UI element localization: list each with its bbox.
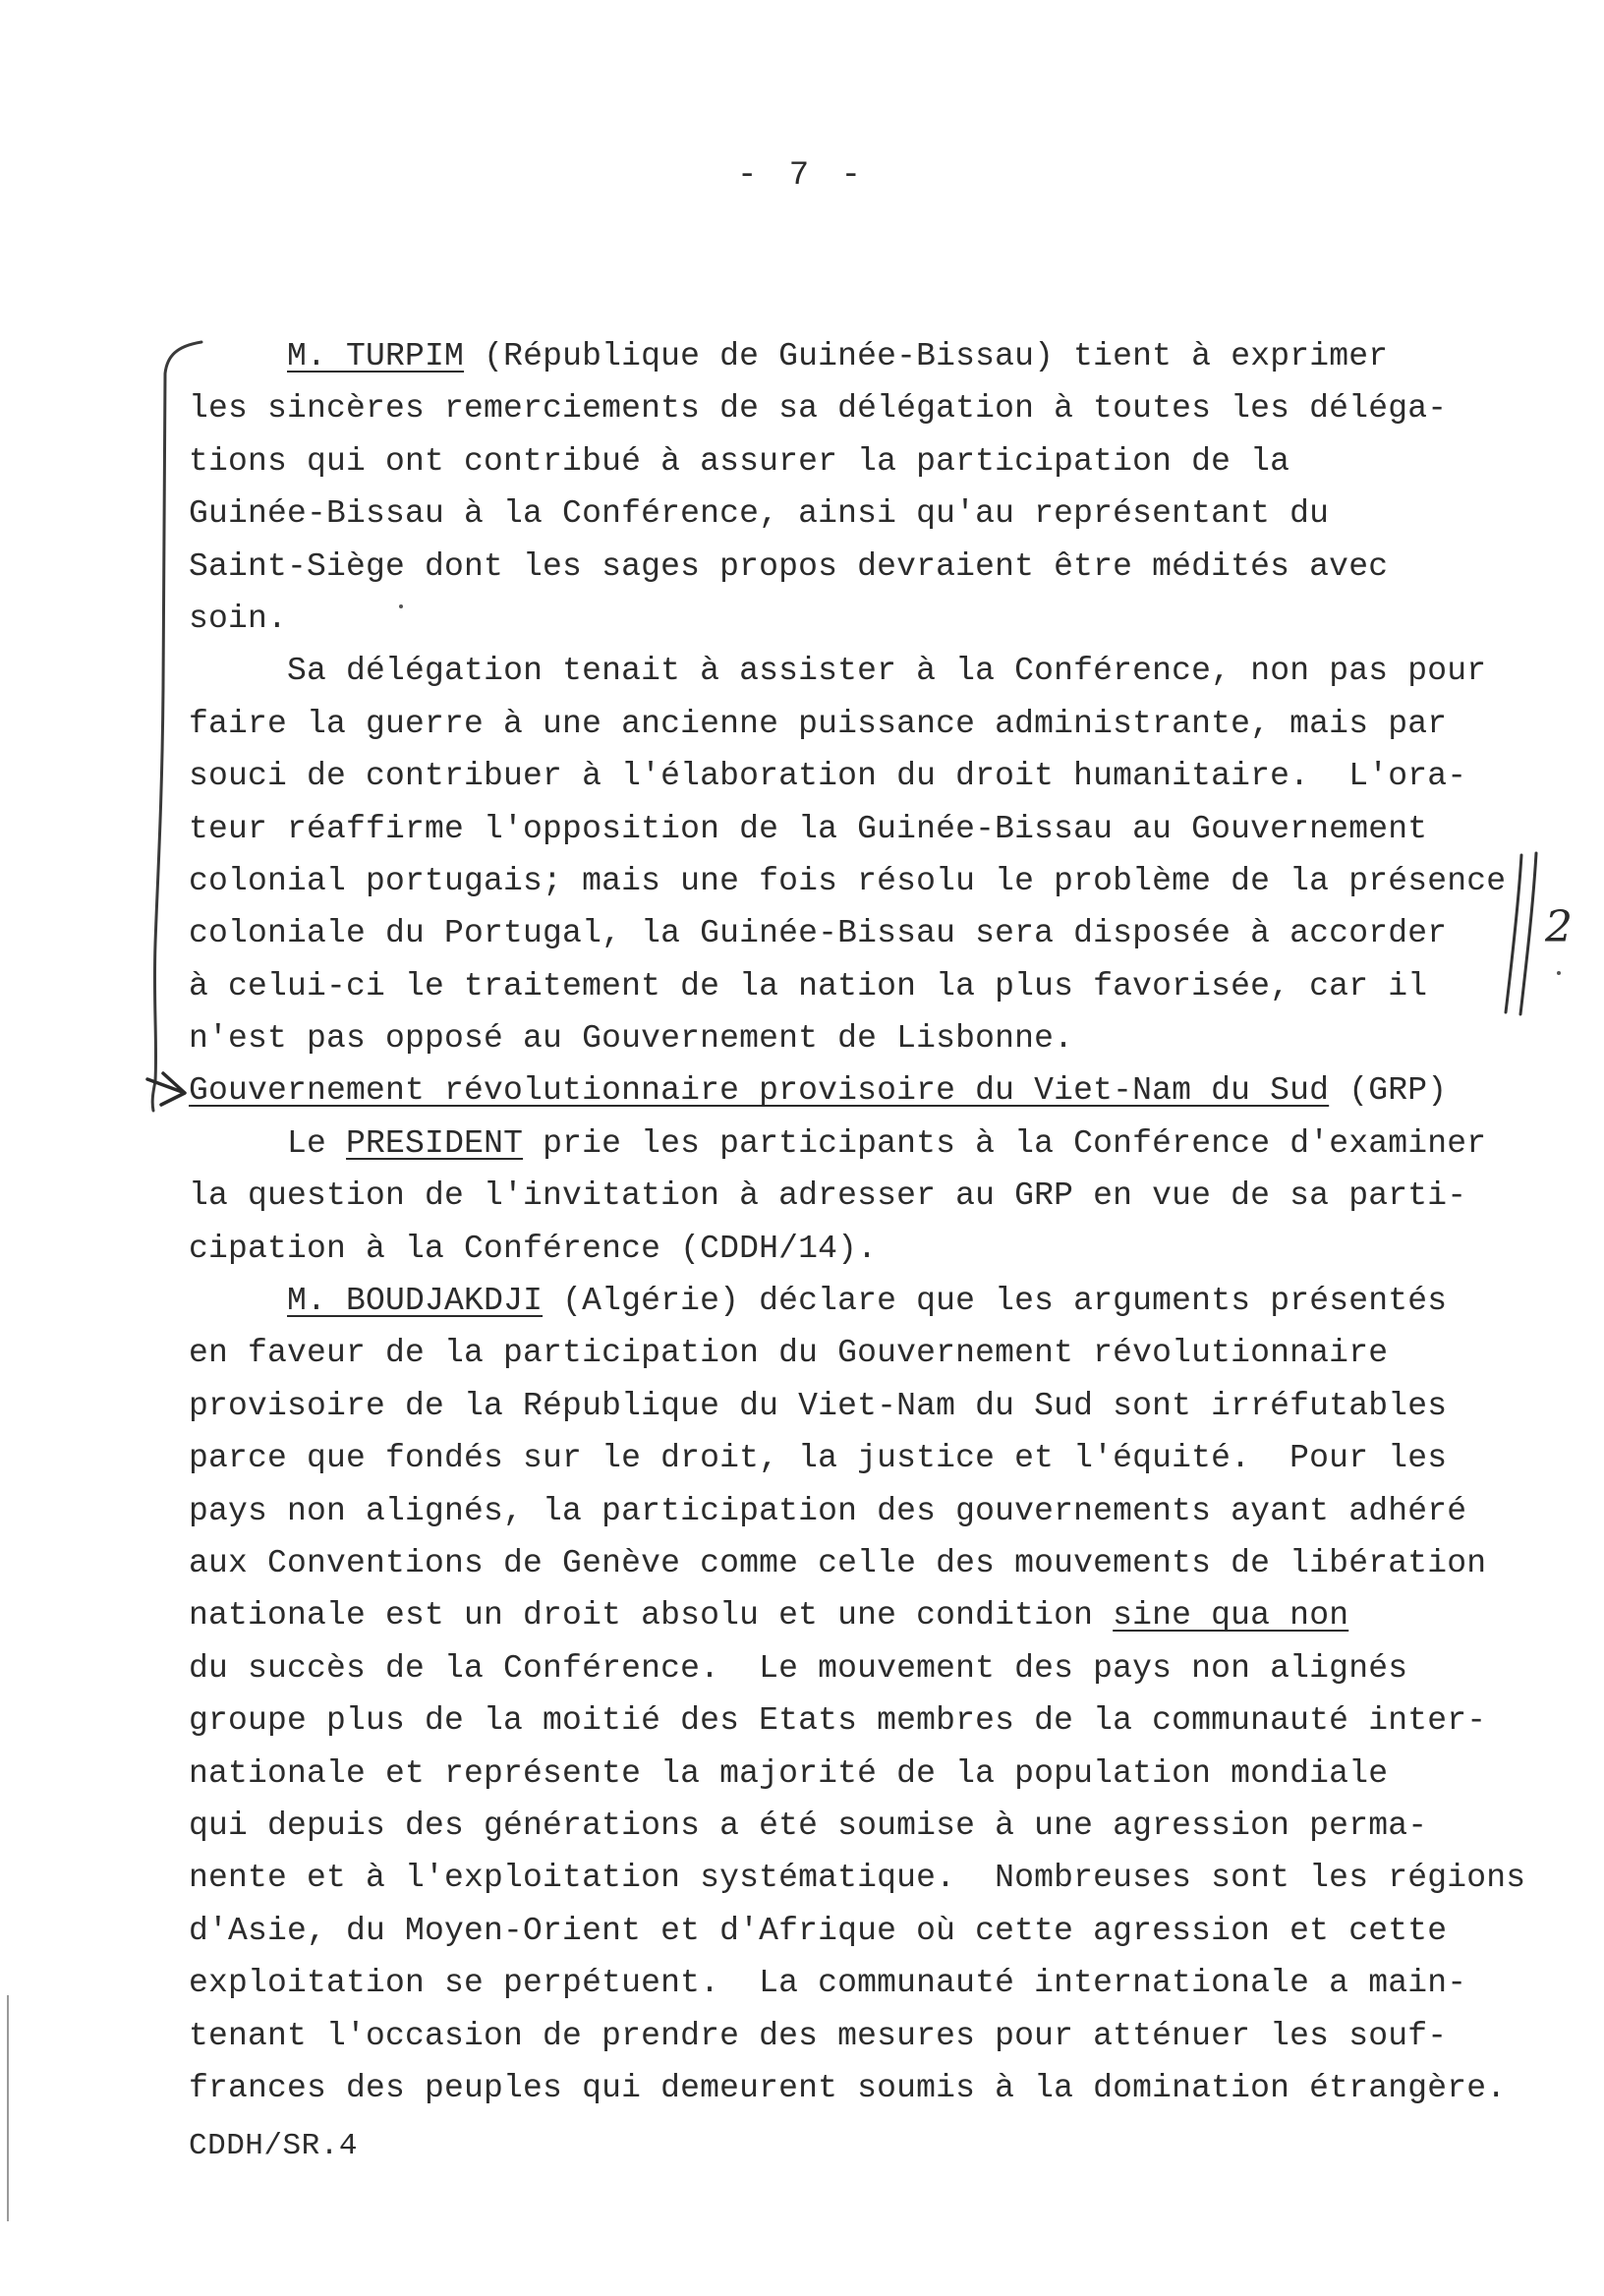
text-line [189, 1118, 1565, 1170]
text-run: tenant l'occasion de prendre des mesures pour atténuer les souf- [189, 2017, 1448, 2054]
text-line [189, 1694, 1565, 1747]
text-line [189, 960, 1565, 1012]
text-line [189, 1852, 1565, 1904]
text-run: en faveur de la participation du Gouvernement révolutionnaire [189, 1335, 1389, 1372]
text-line [189, 488, 1565, 540]
text-run: aux Conventions de Genève comme celle des mouvements de libération [189, 1544, 1487, 1581]
text-run: la question de l'invitation à adresser au GRP en vue de sa parti- [189, 1177, 1467, 1215]
text-line [189, 1432, 1565, 1484]
underlined-text: PRESIDENT [346, 1124, 524, 1162]
text-run: cipation à la Conférence (CDDH/14). [189, 1230, 878, 1267]
text-line [189, 382, 1565, 434]
text-line [189, 1957, 1565, 2009]
text-line [189, 855, 1565, 907]
text-run: (République de Guinée-Bissau) tient à exprimer [464, 338, 1389, 374]
text-line [189, 330, 1565, 382]
text-run: tions qui ont contribué à assurer la participation de la [189, 442, 1290, 480]
text-run: parce que fondés sur le droit, la justice et l'équité. Pour les [189, 1440, 1448, 1477]
text-run: faire la guerre à une ancienne puissance administrante, mais par [189, 705, 1448, 742]
text-line [189, 698, 1565, 750]
text-run: pays non alignés, la participation des gouvernements ayant adhéré [189, 1492, 1467, 1529]
text-run: provisoire de la République du Viet-Nam du Sud sont irréfutables [189, 1387, 1448, 1424]
text-run: les sincères remerciements de sa délégation à toutes les déléga- [189, 390, 1448, 428]
text-run: souci de contribuer à l'élaboration du droit humanitaire. L'ora- [189, 758, 1467, 795]
text-run: groupe plus de la moitié des Etats membres de la communauté inter- [189, 1702, 1487, 1740]
text-line [189, 1642, 1565, 1694]
underlined-text: Gouvernement révolutionnaire provisoire du Viet-Nam du Sud [189, 1072, 1330, 1110]
text-line [189, 645, 1565, 697]
text-line [189, 1537, 1565, 1589]
text-run: prie les participants à la Conférence d'examiner [523, 1124, 1487, 1162]
text-run: n'est pas opposé au Gouvernement de Lisbonne. [189, 1020, 1074, 1058]
text-run: Saint-Siège dont les sages propos devraient être médités avec [189, 547, 1389, 585]
text-line [189, 1800, 1565, 1852]
text-line [189, 1012, 1565, 1064]
text-run: exploitation se perpétuent. La communauté internationale a main- [189, 1965, 1467, 2002]
text-run: nationale et représente la majorité de la population mondiale [189, 1754, 1389, 1792]
page-number: - 7 - [736, 157, 868, 195]
text-run: d'Asie, du Moyen-Orient et d'Afrique où cette agression et cette [189, 1912, 1448, 1949]
text-run: Guinée-Bissau à la Conférence, ainsi qu'au représentant du [189, 495, 1330, 533]
text-line [189, 1485, 1565, 1537]
text-run: à celui-ci le traitement de la nation la plus favorisée, car il [189, 967, 1428, 1004]
text-line [189, 1275, 1565, 1327]
text-line [189, 1170, 1565, 1222]
text-run: soin. [189, 600, 288, 637]
text-line [189, 1589, 1565, 1641]
text-line [189, 803, 1565, 855]
text-line [189, 750, 1565, 802]
text-line [189, 593, 1565, 645]
text-line [189, 541, 1565, 593]
text-run: teur réaffirme l'opposition de la Guinée-Bissau au Gouvernement [189, 810, 1428, 847]
text-line [189, 907, 1565, 959]
text-line [189, 1380, 1565, 1432]
document-body [189, 330, 1565, 2114]
left-margin-arrow [147, 1073, 185, 1105]
text-line [189, 1748, 1565, 1800]
text-line [189, 2010, 1565, 2062]
text-line [189, 2062, 1565, 2114]
underlined-text: sine qua non [1113, 1597, 1349, 1635]
document-symbol: CDDH/SR.4 [189, 2129, 358, 2163]
text-line [189, 435, 1565, 488]
text-run: colonial portugais; mais une fois résolu le problème de la présence [189, 862, 1507, 899]
text-run: frances des peuples qui demeurent soumis à la domination étrangère. [189, 2069, 1507, 2106]
margin-note-number: 2 [1545, 902, 1573, 952]
text-run: du succès de la Conférence. Le mouvement des pays non alignés [189, 1649, 1408, 1687]
text-run: Sa délégation tenait à assister à la Conférence, non pas pour [287, 653, 1487, 690]
text-run: nationale est un droit absolu et une condition [189, 1597, 1114, 1635]
text-run: Le [287, 1124, 347, 1162]
text-run: nente et à l'exploitation systématique. Nombreuses sont les régions [189, 1860, 1526, 1897]
text-run: (Algérie) déclare que les arguments présentés [543, 1283, 1448, 1320]
text-line [189, 1327, 1565, 1379]
text-line [189, 1905, 1565, 1957]
underlined-text: M. TURPIM [287, 338, 465, 374]
text-run: qui depuis des générations a été soumise à une agression perma- [189, 1807, 1428, 1844]
text-line [189, 1064, 1565, 1117]
underlined-text: M. BOUDJAKDJI [287, 1283, 544, 1320]
text-run: coloniale du Portugal, la Guinée-Bissau sera disposée à accorder [189, 915, 1448, 952]
text-line [189, 1223, 1565, 1275]
text-run: (GRP) [1329, 1072, 1448, 1110]
